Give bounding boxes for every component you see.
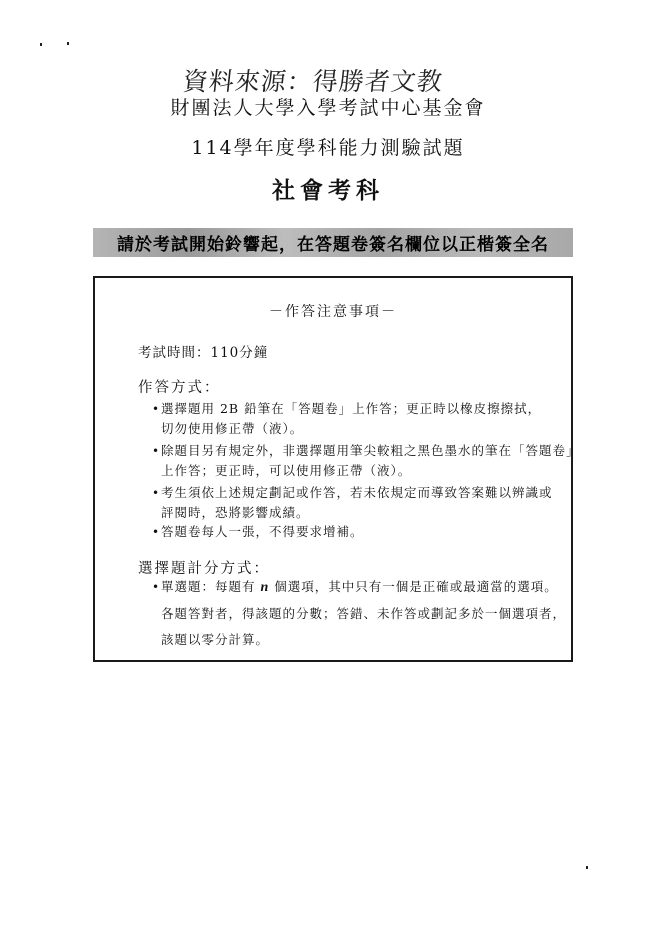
signature-instruction-banner	[93, 228, 573, 257]
answer-rule-3: • 考生須依上述規定劃記或作答，若未依規定而導致答案難以辨識或 評閱時，恐將影響成績。	[152, 485, 553, 520]
bullet-icon: •	[152, 580, 161, 594]
bullet-icon: •	[152, 444, 161, 458]
bullet-icon: •	[152, 486, 161, 500]
source-note: 資料來源：得勝者文教	[181, 67, 445, 96]
answer-rule-2: • 除題目另有規定外，非選擇題用筆尖較粗之黑色墨水的筆在「答題卷」 上作答；更正時，可以使用修正帶（液）。	[152, 443, 580, 478]
exam-title: 114學年度學科能力測驗試題	[191, 137, 465, 159]
variable-n: n	[260, 580, 270, 595]
bullet-icon: •	[152, 525, 161, 539]
scan-speck	[40, 43, 42, 46]
answer-method-heading: 作答方式：	[138, 380, 221, 396]
organization-name: 財團法人大學入學考試中心基金會	[170, 97, 486, 119]
scan-speck	[586, 866, 588, 869]
notice-title: －作答注意事項－	[269, 304, 397, 320]
scoring-rule: • 單選題：每題有 n 個選項，其中只有一個是正確或最適當的選項。 各題答對者，得該題的分數；答錯、未作答或劃記多於一個選項者， 該題以零分計算。	[161, 574, 566, 653]
answer-rule-1: • 選擇題用 2B 鉛筆在「答題卷」上作答；更正時以橡皮擦擦拭， 切勿使用修正帶（液）。	[152, 401, 542, 436]
scoring-heading: 選擇題計分方式：	[138, 561, 270, 577]
notice-box	[93, 276, 580, 662]
subject-title: 社會考科	[272, 177, 384, 204]
answer-rule-4: • 答題卷每人一張，不得要求增補。	[161, 522, 364, 542]
exam-time: 考試時間：110分鐘	[138, 345, 269, 361]
banner-text: 請於考試開始鈴響起，在答題卷簽名欄位以正楷簽全名	[117, 235, 549, 255]
bullet-icon: •	[152, 402, 161, 416]
scan-speck	[67, 42, 69, 45]
